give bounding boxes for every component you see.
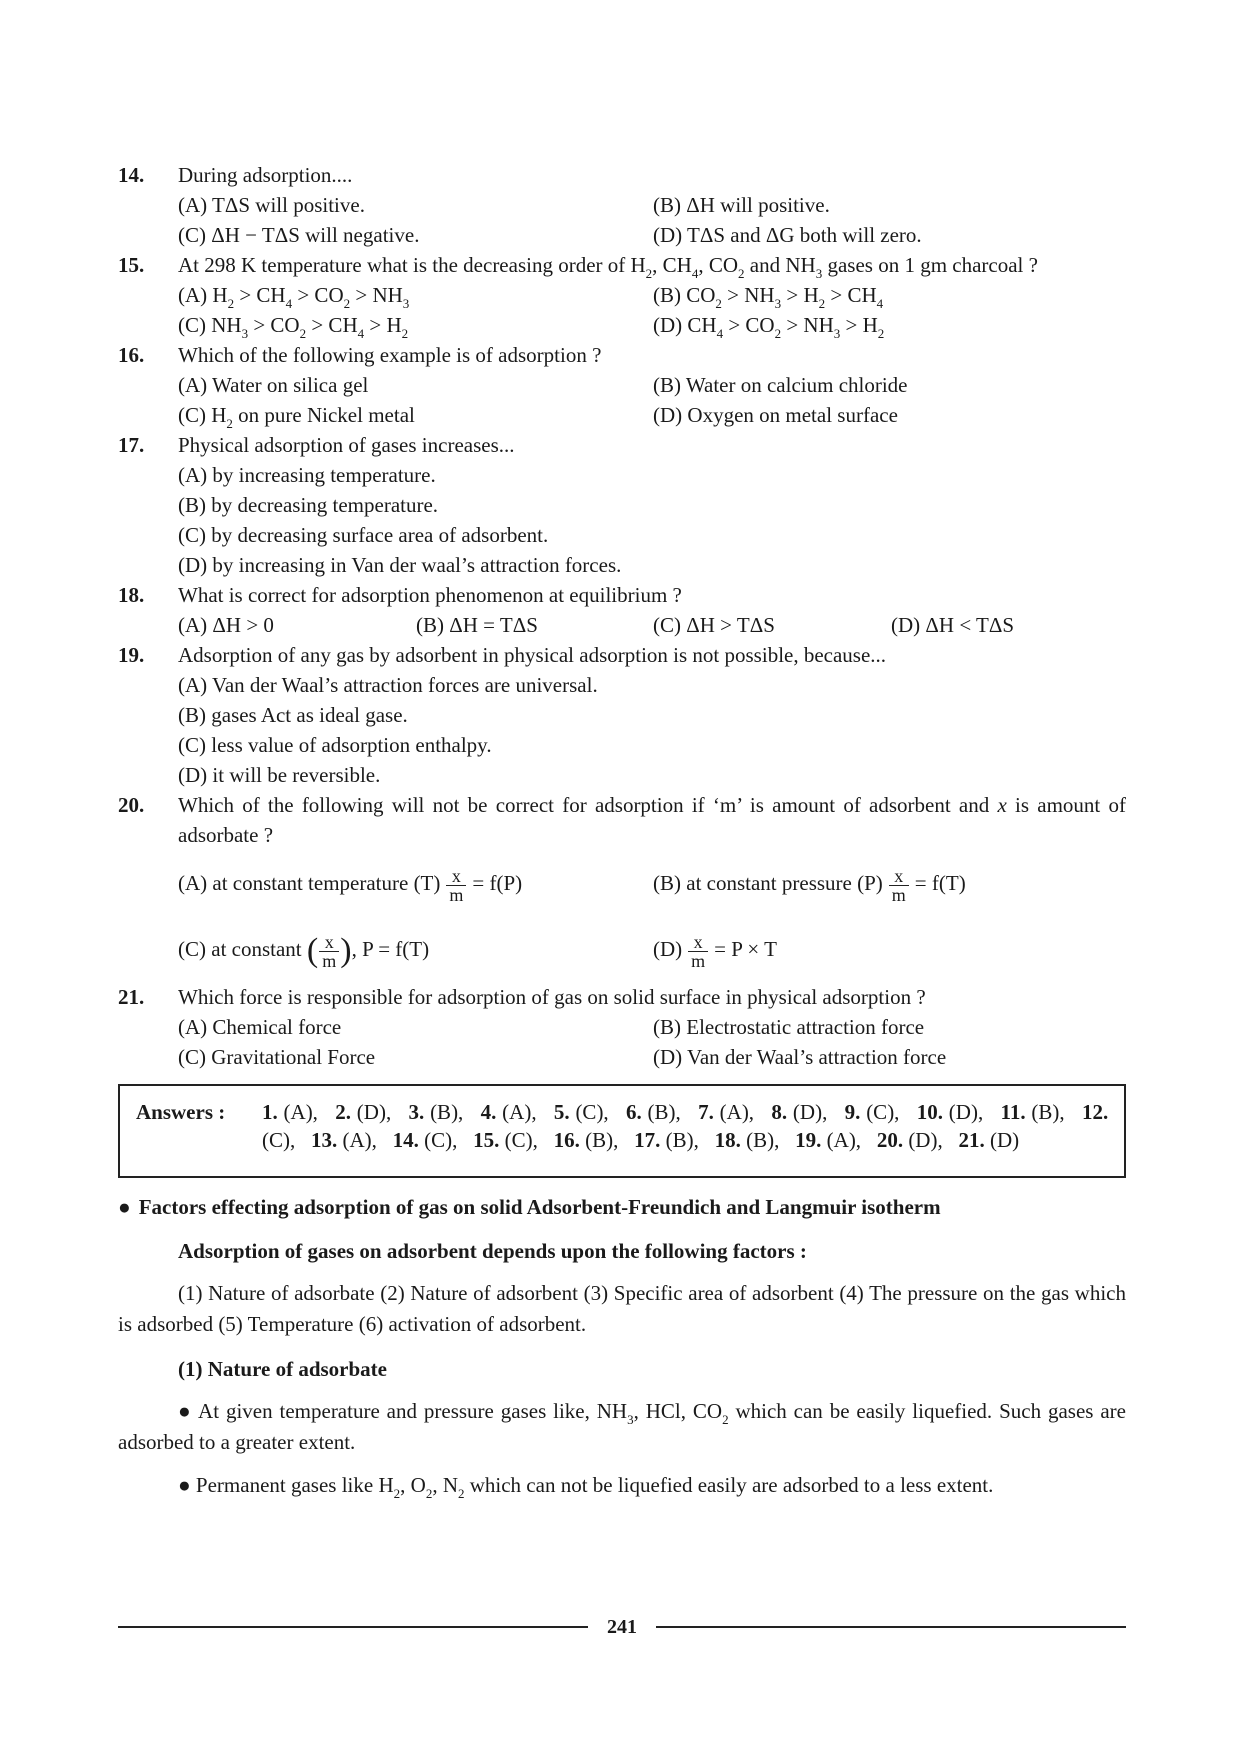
question-text: What is correct for adsorption phenomenon at equilibrium ?	[178, 583, 682, 607]
question-text: Which of the following will not be correct for adsorption if ‘m’ is amount of adsorbent and x is amount of adsorbate ?	[178, 793, 1126, 847]
question-number: 19.	[118, 643, 145, 667]
option-a: (A) Water on silica gel	[178, 373, 369, 397]
question-20	[118, 790, 1126, 982]
fraction-x-over-m: $\frac{x}{m}$	[889, 867, 909, 904]
option-c: (C) Gravitational Force	[178, 1045, 376, 1069]
question-14	[118, 160, 1126, 250]
option-b: (B) $CO_2 > NH_3 > H_2 > CH_4$	[653, 283, 884, 311]
option-b: (B) Water on calcium chloride	[653, 373, 908, 397]
answer-item: 12. (C),	[262, 1100, 1109, 1152]
option-c: (C) ΔH − TΔS will negative.	[178, 223, 420, 247]
page-number: 241	[607, 1616, 637, 1638]
question-text: During adsorption....	[178, 163, 353, 187]
question-text: Which force is responsible for adsorption of gas on solid surface in physical adsorption ?	[178, 985, 926, 1009]
answers-label: Answers :	[136, 1100, 226, 1124]
factors-paragraph: (1) Nature of adsorbate (2) Nature of adsorbent (3) Specific area of adsorbent (4) The pressure on the gas which is adsorbed (5) Temperature (6) activation of adsorbent.	[118, 1281, 1126, 1336]
answer-item: 9. (C),	[844, 1100, 900, 1124]
answer-item: 3. (B),	[408, 1100, 464, 1124]
answer-item: 10. (D),	[916, 1100, 984, 1124]
option-b: (B) ΔH = TΔS	[416, 613, 538, 637]
answer-item: 7. (A),	[698, 1100, 755, 1124]
option-c: (C) at constant ( $\frac{x}{m}$ ), P = f(T)	[178, 931, 430, 971]
option-c: (C) by decreasing surface area of adsorbent.	[178, 523, 549, 547]
option-a: (A) $H_2 > CH_4 > CO_2 > NH_3$	[178, 283, 410, 311]
answer-item: 8. (D),	[771, 1100, 828, 1124]
section-subheading: Adsorption of gases on adsorbent depends upon the following factors :	[178, 1239, 807, 1263]
answer-item: 21. (D)	[958, 1128, 1020, 1152]
option-a: (A) by increasing temperature.	[178, 463, 436, 487]
option-a: (A) TΔS will positive.	[178, 193, 365, 217]
question-number: 16.	[118, 343, 145, 367]
answer-item: 20. (D),	[876, 1128, 943, 1152]
option-c: (C) less value of adsorption enthalpy.	[178, 733, 492, 757]
page-footer	[118, 1612, 1126, 1642]
question-text: Which of the following example is of adsorption ?	[178, 343, 602, 367]
option-b: (B) by decreasing temperature.	[178, 493, 439, 517]
option-c: (C) $H_2$ on pure Nickel metal	[178, 403, 415, 431]
answer-item: 16. (B),	[553, 1128, 619, 1152]
answer-item: 1. (A),	[262, 1100, 318, 1124]
fraction-x-over-m: $\frac{x}{m}$	[319, 933, 339, 970]
question-15	[118, 250, 1126, 340]
answer-item: 4. (A),	[480, 1100, 537, 1124]
question-17	[118, 430, 1126, 580]
question-number: 20.	[118, 793, 145, 817]
section-heading: ● Factors effecting adsorption of gas on solid Adsorbent-Freundich and Langmuir isotherm	[118, 1195, 941, 1219]
bullet-icon: ●	[118, 1195, 131, 1219]
question-text: Physical adsorption of gases increases...	[178, 433, 515, 457]
fraction-x-over-m: $\frac{x}{m}$	[446, 867, 466, 904]
option-d: (D) Oxygen on metal surface	[653, 403, 898, 427]
option-d: (D) TΔS and ΔG both will zero.	[653, 223, 922, 247]
question-number: 18.	[118, 583, 145, 607]
question-number: 17.	[118, 433, 145, 457]
question-19	[118, 640, 1126, 790]
option-b: (B) Electrostatic attraction force	[653, 1015, 925, 1039]
nature-of-adsorbate-heading: (1) Nature of adsorbate	[178, 1357, 387, 1381]
answer-item: 14. (C),	[392, 1128, 458, 1152]
option-d: (D) by increasing in Van der waal’s attraction forces.	[178, 553, 622, 577]
question-number: 21.	[118, 985, 145, 1009]
answer-item: 11. (B),	[1000, 1100, 1065, 1124]
option-a: (A) ΔH > 0	[178, 613, 274, 637]
option-d: (D) Van der Waal’s attraction force	[653, 1045, 947, 1069]
question-number: 15.	[118, 253, 145, 277]
answer-item: 18. (B),	[714, 1128, 780, 1152]
answer-item: 19. (A),	[795, 1128, 862, 1152]
fraction-x-over-m: $\frac{x}{m}$	[688, 933, 708, 970]
question-18	[118, 580, 1126, 640]
question-text: At 298 K temperature what is the decreasing order of $H_2$, $CH_4$, $CO_2$ and $NH_3$ gases on 1 gm charcoal ?	[178, 253, 1038, 281]
answer-item: 13. (A),	[311, 1128, 377, 1152]
answer-item: 15. (C),	[473, 1128, 538, 1152]
answer-item: 5. (C),	[553, 1100, 609, 1124]
answers-box	[118, 1084, 1126, 1178]
answers-list	[262, 1098, 1108, 1154]
option-d: (D) $CH_4 > CO_2 > NH_3 > H_2$	[653, 313, 885, 341]
paragraph-liquefiable-gases: ● At given temperature and pressure gases like, $NH_3$, HCl, $CO_2$ which can be easily liquefied. Such gases are adsorbed to a greater extent.	[118, 1399, 1126, 1454]
option-b: (B) gases Act as ideal gase.	[178, 703, 408, 727]
answer-item: 17. (B),	[634, 1128, 699, 1152]
option-d: (D) it will be reversible.	[178, 763, 381, 787]
option-c: (C) $NH_3 > CO_2 > CH_4 > H_2$	[178, 313, 409, 341]
option-d: (D) ΔH < TΔS	[891, 613, 1015, 637]
option-d: (D) $\frac{x}{m}$ = P × T	[653, 931, 777, 971]
option-c: (C) ΔH > TΔS	[653, 613, 775, 637]
option-b: (B) at constant pressure (P) $\frac{x}{m}$ = f(T)	[653, 865, 966, 905]
page-content	[118, 160, 1126, 1501]
question-text: Adsorption of any gas by adsorbent in physical adsorption is not possible, because...	[178, 643, 887, 667]
option-a: (A) at constant temperature (T) $\frac{x}{m}$ = f(P)	[178, 865, 523, 905]
option-a: (A) Chemical force	[178, 1015, 342, 1039]
question-21	[118, 982, 1126, 1072]
option-a: (A) Van der Waal’s attraction forces are universal.	[178, 673, 598, 697]
answer-item: 2. (D),	[335, 1100, 392, 1124]
question-number: 14.	[118, 163, 145, 187]
question-16	[118, 340, 1126, 430]
paragraph-permanent-gases: ● Permanent gases like $H_2$, $O_2$, $N_2$ which can not be liquefied easily are adsorbed to a less extent.	[178, 1473, 994, 1501]
option-b: (B) ΔH will positive.	[653, 193, 830, 217]
answer-item: 6. (B),	[626, 1100, 681, 1124]
